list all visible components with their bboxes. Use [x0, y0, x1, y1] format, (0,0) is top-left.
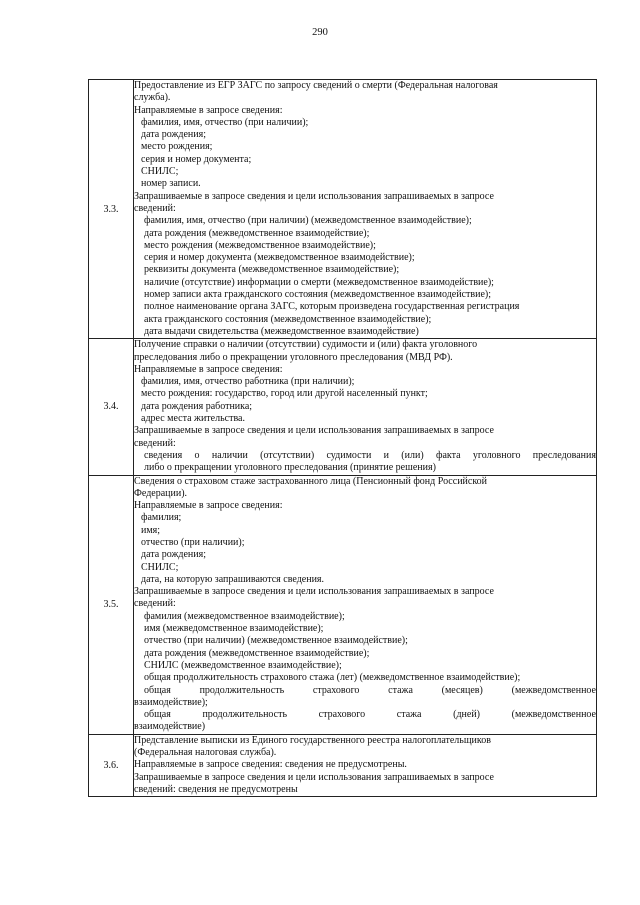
content-line: дата рождения (межведомственное взаимодействие); — [144, 647, 370, 659]
content-line: полное наименование органа ЗАГС, которым произведена государственная регистрация — [144, 301, 520, 313]
content-line: сведений: — [134, 437, 176, 449]
table-row — [89, 734, 597, 796]
content-line: место рождения (межведомственное взаимодействие); — [144, 239, 376, 251]
content-line: преследования либо о прекращении уголовного преследования (МВД РФ). — [134, 351, 453, 363]
row-number: 3.6. — [89, 734, 134, 796]
content-line: серия и номер документа; — [141, 153, 252, 165]
content-line: акта гражданского состояния (межведомственное взаимодействие); — [144, 313, 432, 325]
row-content — [134, 339, 597, 475]
content-line: сведений: — [134, 598, 176, 610]
content-line: имя (межведомственное взаимодействие); — [144, 623, 324, 635]
content-line: отчество (при наличии) (межведомственное взаимодействие); — [144, 635, 408, 647]
requirements-table — [88, 79, 597, 797]
content-line: Федерации). — [134, 487, 188, 499]
row-content — [134, 734, 597, 796]
content-line: Направляемые в запросе сведения: сведения не предусмотрены. — [134, 759, 407, 771]
content-line: реквизиты документа (межведомственное взаимодействие); — [144, 264, 400, 276]
content-line: дата рождения (межведомственное взаимодействие); — [144, 227, 370, 239]
content-line: место рождения: государство, город или другой населенный пункт; — [141, 388, 428, 400]
content-line: общая продолжительность страхового стажа (месяцев) (межведомственное — [144, 684, 596, 696]
content-line: Направляемые в запросе сведения: — [134, 500, 283, 512]
content-line: номер записи акта гражданского состояния (межведомственное взаимодействие); — [144, 289, 492, 301]
table-row — [89, 475, 597, 734]
content-line: общая продолжительность страхового стажа (лет) (межведомственное взаимодействие); — [144, 672, 521, 684]
row-content — [134, 80, 597, 339]
content-line: Получение справки о наличии (отсутствии) судимости и (или) факта уголовного — [134, 339, 478, 351]
content-line: Запрашиваемые в запросе сведения и цели использования запрашиваемых в запросе — [134, 425, 494, 437]
content-line: Направляемые в запросе сведения: — [134, 104, 283, 116]
content-line: Представление выписки из Единого государственного реестра налогоплательщиков — [134, 734, 491, 746]
content-line: фамилия; — [141, 512, 182, 524]
content-line: фамилия, имя, отчество (при наличии) (межведомственное взаимодействие); — [144, 215, 472, 227]
content-line: общая продолжительность страхового стажа (дней) (межведомственное — [144, 709, 596, 721]
content-line: фамилия (межведомственное взаимодействие); — [144, 610, 345, 622]
content-line: взаимодействие); — [134, 696, 208, 708]
content-line: имя; — [141, 524, 161, 536]
content-line: сведений: — [134, 202, 176, 214]
content-line: Запрашиваемые в запросе сведения и цели использования запрашиваемых в запросе — [134, 190, 494, 202]
content-line: адрес места жительства. — [141, 413, 245, 425]
row-content — [134, 475, 597, 734]
content-line: дата, на которую запрашиваются сведения. — [141, 573, 325, 585]
content-line: Запрашиваемые в запросе сведения и цели использования запрашиваемых в запросе — [134, 586, 494, 598]
content-line: отчество (при наличии); — [141, 536, 245, 548]
table-row — [89, 339, 597, 475]
content-line: Направляемые в запросе сведения: — [134, 363, 283, 375]
content-line: место рождения; — [141, 141, 213, 153]
content-line: дата рождения работника; — [141, 400, 253, 412]
content-line: СНИЛС; — [141, 166, 179, 178]
content-line: сведений: сведения не предусмотрены — [134, 783, 298, 795]
content-line: взаимодействие) — [134, 721, 206, 733]
content-line: СНИЛС; — [141, 561, 179, 573]
content-line: фамилия, имя, отчество работника (при наличии); — [141, 376, 355, 388]
content-line: дата рождения; — [141, 549, 206, 561]
row-number: 3.3. — [89, 80, 134, 339]
row-number: 3.4. — [89, 339, 134, 475]
content-line: (Федеральная налоговая служба). — [134, 747, 277, 759]
content-line: фамилия, имя, отчество (при наличии); — [141, 116, 309, 128]
content-line: служба). — [134, 92, 171, 104]
content-line: СНИЛС (межведомственное взаимодействие); — [144, 659, 342, 671]
content-line: либо о прекращении уголовного преследования (принятие решения) — [144, 462, 436, 474]
page-number: 290 — [312, 27, 328, 38]
content-line: дата выдачи свидетельства (межведомственное взаимодействие) — [144, 325, 419, 337]
content-line: сведения о наличии (отсутствии) судимости и (или) факта уголовного преследования — [144, 449, 596, 461]
content-line: Запрашиваемые в запросе сведения и цели использования запрашиваемых в запросе — [134, 771, 494, 783]
content-line: дата рождения; — [141, 129, 206, 141]
content-line: наличие (отсутствие) информации о смерти (межведомственное взаимодействие); — [144, 276, 494, 288]
content-line: Сведения о страховом стаже застрахованного лица (Пенсионный фонд Российской — [134, 475, 488, 487]
table-row — [89, 80, 597, 339]
row-number: 3.5. — [89, 475, 134, 734]
content-line: Предоставление из ЕГР ЗАГС по запросу сведений о смерти (Федеральная налоговая — [134, 80, 498, 91]
content-line: номер записи. — [141, 178, 201, 190]
content-line: серия и номер документа (межведомственное взаимодействие); — [144, 252, 415, 264]
table-body — [89, 80, 597, 797]
